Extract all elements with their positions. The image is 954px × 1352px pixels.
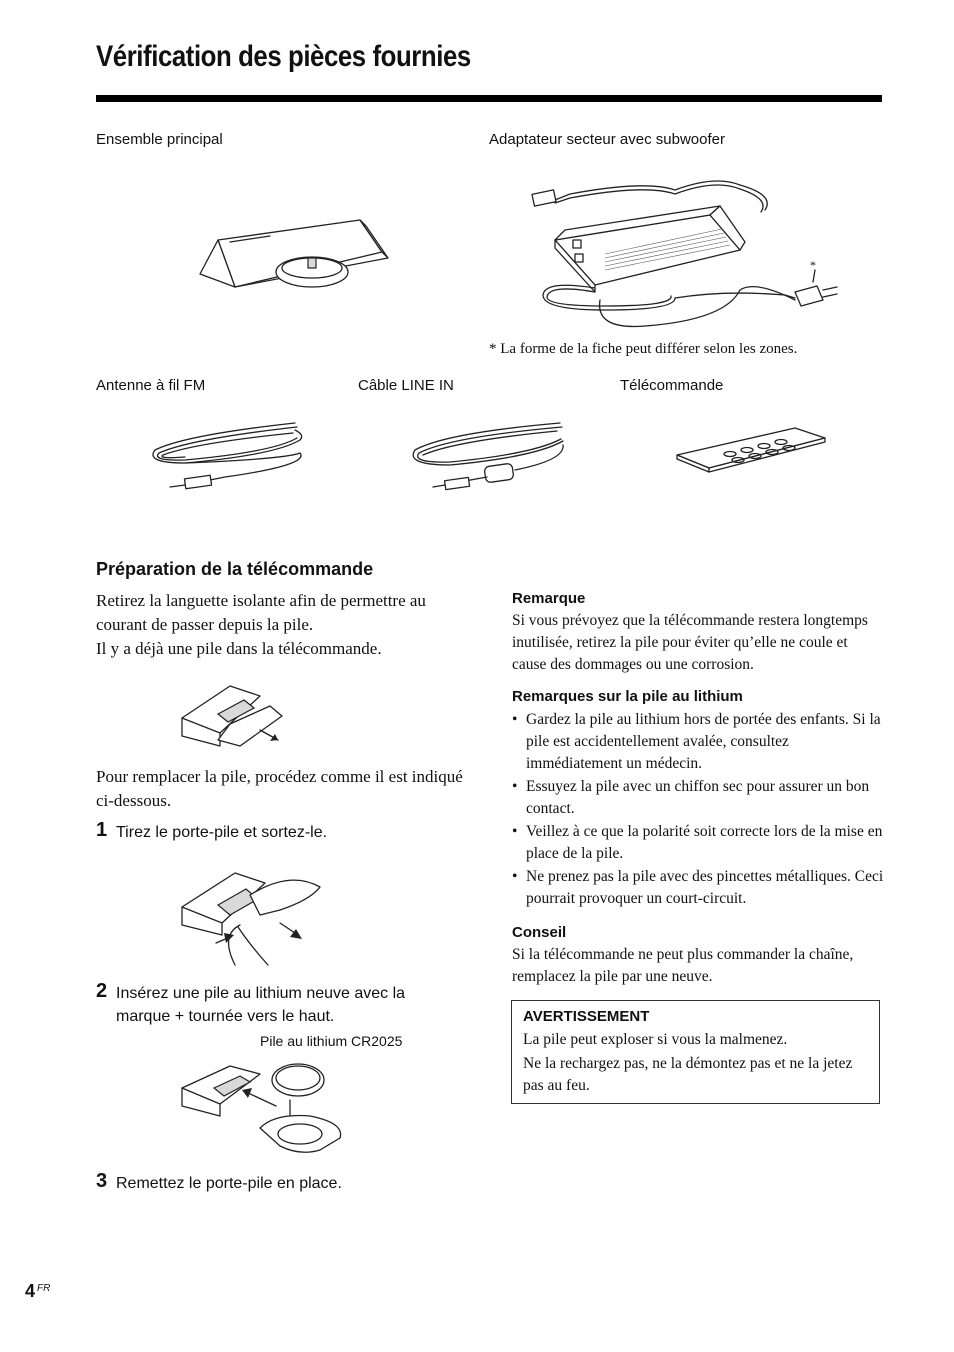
bullet-glyph: • xyxy=(512,778,518,795)
plug-note: * La forme de la fiche peut différer selon les zones. xyxy=(489,341,798,357)
list-item xyxy=(512,709,884,775)
tab-removal-illustration xyxy=(180,678,290,753)
list-item-text: Veillez à ce que la polarité soit correcte lors de la mise en place de la pile. xyxy=(526,823,883,862)
step-1-number: 1 xyxy=(96,819,108,841)
holder-removal-illustration xyxy=(180,865,330,970)
step-3-number: 3 xyxy=(96,1170,108,1192)
main-unit-illustration xyxy=(190,212,400,302)
caption-main-unit: Ensemble principal xyxy=(96,131,223,148)
conseil-text: Si la télécommande ne peut plus commander la chaîne, remplacez la pile par une neuve. xyxy=(512,946,854,985)
step-3-text: Remettez le porte-pile en place. xyxy=(116,1175,342,1192)
list-item-text: Gardez la pile au lithium hors de portée des enfants. Si la pile est accidentellement avalée, consultez immédiatement un médecin. xyxy=(526,711,881,772)
intro-line-1: Retirez la languette isolante afin de permettre au courant de passer depuis la pile. xyxy=(96,591,426,634)
list-item-text: Essuyez la pile avec un chiffon sec pour assurer un bon contact. xyxy=(526,778,870,817)
page-title: Vérification des pièces fournies xyxy=(96,40,471,73)
warning-box xyxy=(511,1000,880,1104)
fm-antenna-illustration xyxy=(145,415,315,495)
list-item xyxy=(512,776,884,820)
bullet-glyph: • xyxy=(512,711,518,728)
title-rule xyxy=(96,95,882,102)
intro-line-2: Il y a déjà une pile dans la télécommande. xyxy=(96,639,382,658)
page-number: 4 xyxy=(25,1281,36,1301)
intro-paragraph xyxy=(96,589,476,661)
caption-adapter: Adaptateur secteur avec subwoofer xyxy=(489,131,725,148)
warning-line-1: La pile peut exploser si vous la malmenez. xyxy=(523,1031,788,1048)
step-1-text: Tirez le porte-pile et sortez-le. xyxy=(116,824,328,841)
list-item xyxy=(512,821,884,865)
list-item xyxy=(512,866,884,910)
section-heading: Préparation de la télécommande xyxy=(96,559,374,579)
adapter-asterisk: * xyxy=(810,258,816,272)
bullet-glyph: • xyxy=(512,823,518,840)
warning-line-2: Ne la rechargez pas, ne la démontez pas et ne la jetez pas au feu. xyxy=(523,1055,853,1094)
remarque-text: Si vous prévoyez que la télécommande restera longtemps inutilisée, retirez la pile pour éviter qu’elle ne coule et cause des dommages ou une corrosion. xyxy=(512,612,868,673)
list-item-text: Ne prenez pas la pile avec des pincettes métalliques. Ceci pourrait provoquer un court-circuit. xyxy=(526,868,884,907)
battery-insert-illustration xyxy=(180,1058,350,1158)
bullet-glyph: • xyxy=(512,868,518,885)
step-2-number: 2 xyxy=(96,980,108,1002)
replace-paragraph: Pour remplacer la pile, procédez comme il est indiqué ci-dessous. xyxy=(96,767,463,810)
lithium-heading: Remarques sur la pile au lithium xyxy=(512,688,743,705)
caption-fm-antenna: Antenne à fil FM xyxy=(96,377,206,394)
step-2-text: Insérez une pile au lithium neuve avec la marque + tournée vers le haut. xyxy=(116,985,406,1025)
remote-illustration xyxy=(675,420,835,480)
caption-remote: Télécommande xyxy=(620,377,724,394)
lithium-notes-list xyxy=(512,709,884,911)
remarque-heading: Remarque xyxy=(512,590,586,607)
page-language: FR xyxy=(37,1283,51,1294)
conseil-heading: Conseil xyxy=(512,924,567,941)
line-in-cable-illustration xyxy=(405,415,575,495)
battery-label: Pile au lithium CR2025 xyxy=(260,1033,403,1049)
caption-line-in-cable: Câble LINE IN xyxy=(358,377,454,394)
warning-heading: AVERTISSEMENT xyxy=(523,1008,650,1025)
adapter-illustration xyxy=(525,170,845,340)
